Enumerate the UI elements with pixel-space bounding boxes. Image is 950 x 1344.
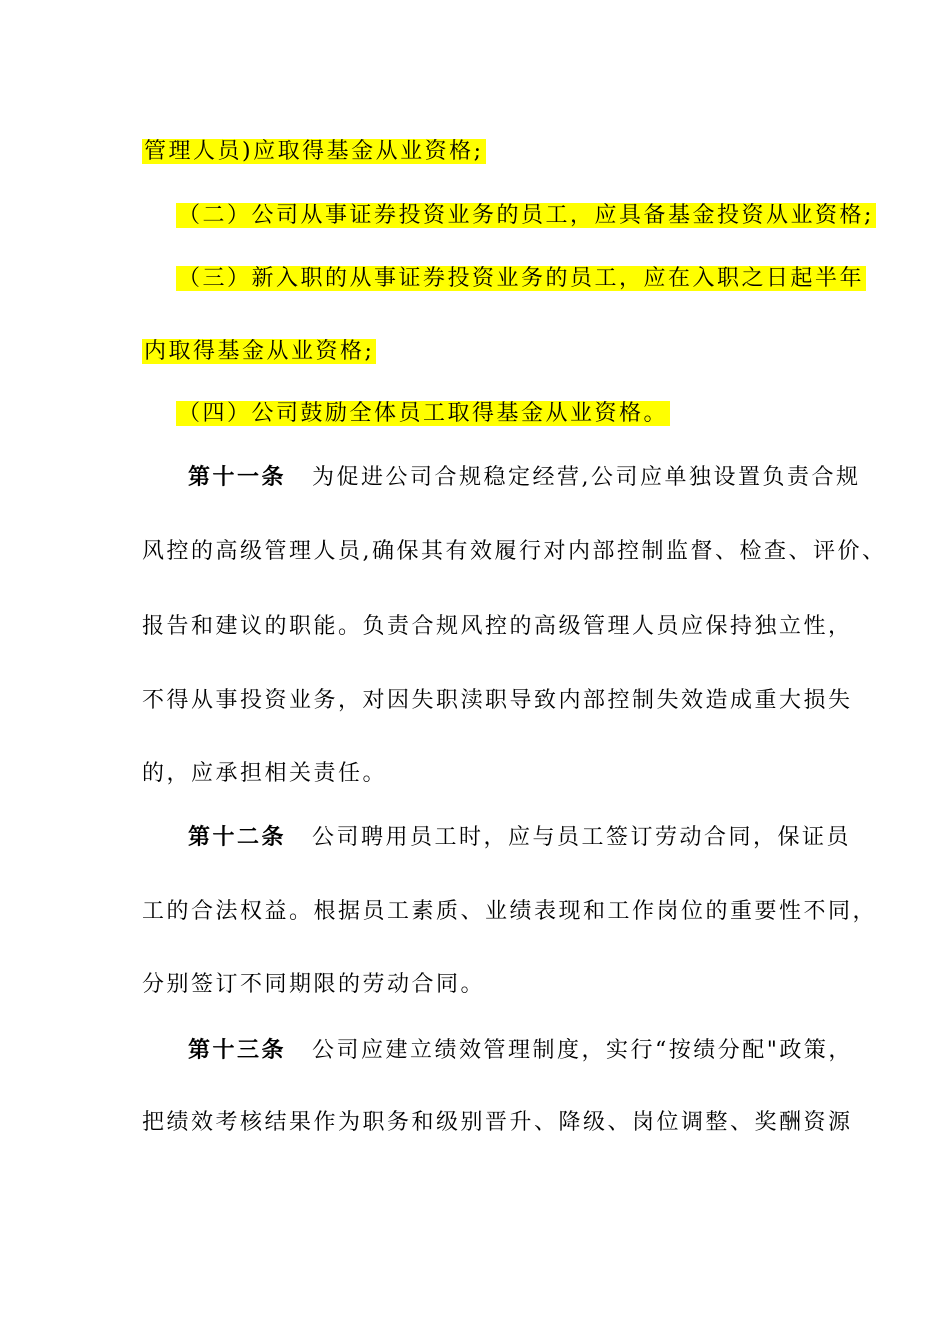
article-number: 第十二条 [188,824,287,850]
text-line [176,264,866,294]
body-text: 把绩效考核结果作为职务和级别晋升、降级、岗位调整、奖酬资源 [142,1110,853,1135]
body-text: 工的合法权益。根据员工素质、业绩表现和工作岗位的重要性不同， [142,899,878,924]
body-text: 分别签订不同期限的劳动合同。 [142,972,486,997]
highlighted-text: （二）公司从事证券投资业务的员工，应具备基金投资从业资格; [178,203,874,228]
text-line [176,201,876,231]
text-line [142,1108,853,1138]
text-line [176,399,670,429]
text-line [142,612,853,642]
text-line [142,537,887,567]
article-line [188,822,851,853]
text-line [142,759,387,789]
body-text: 的，应承担相关责任。 [142,761,388,786]
body-text: 报告和建议的职能。负责合规风控的高级管理人员应保持独立性， [142,614,853,639]
article-number: 第十三条 [188,1037,287,1063]
highlighted-text: 内取得基金从业资格; [144,339,375,364]
highlighted-text: （四）公司鼓励全体员工取得基金从业资格。 [178,401,669,426]
body-text: 不得从事投资业务，对因失职渎职导致内部控制失效造成重大损失 [142,688,853,713]
text-line [142,897,877,927]
highlighted-text: （三）新入职的从事证券投资业务的员工，应在入职之日起半年 [178,266,865,291]
body-text: 风控的高级管理人员,确保其有效履行对内部控制监督、检查、评价、 [142,539,887,564]
article-line [188,462,861,493]
article-number: 第十一条 [188,464,287,490]
text-line [142,337,376,367]
text-line [142,970,485,1000]
article-text: 公司应建立绩效管理制度，实行“按绩分配"政策， [312,1038,853,1063]
article-text: 公司聘用员工时，应与员工签订劳动合同，保证员 [312,825,852,850]
text-line [142,137,486,167]
text-line [142,686,853,716]
article-line [188,1035,853,1066]
article-text: 为促进公司合规稳定经营,公司应单独设置负责合规 [312,465,861,490]
highlighted-text: 管理人员)应取得基金从业资格; [144,139,484,164]
